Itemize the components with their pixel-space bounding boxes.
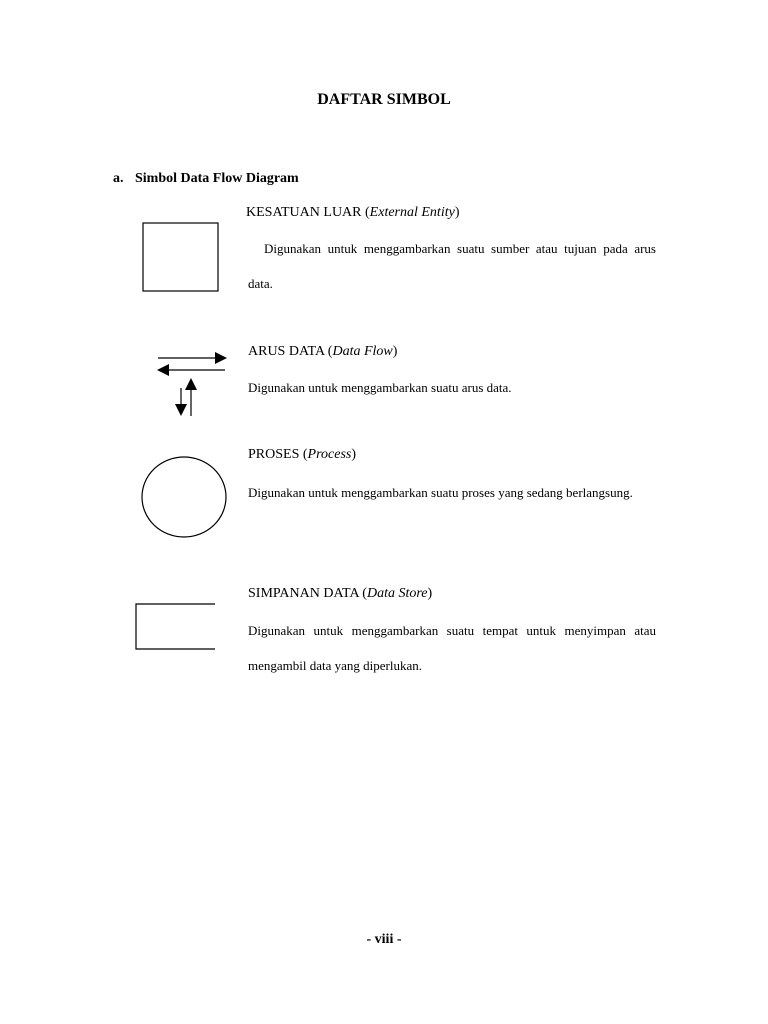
page-title: DAFTAR SIMBOL — [317, 91, 451, 108]
page-number: - viii - — [366, 932, 402, 947]
circle-icon — [141, 456, 229, 540]
section-marker: a. — [113, 171, 124, 186]
entity-description: Digunakan untuk menggambarkan suatu sumber atau tujuan pada arus data. — [248, 241, 656, 291]
dataflow-title: ARUS DATA (Data Flow) — [248, 344, 398, 359]
process-english: Process — [307, 447, 352, 462]
datastore-english: Data Store — [366, 586, 428, 601]
datastore-title: SIMPANAN DATA (Data Store) — [248, 586, 433, 601]
entity-english: External Entity — [369, 205, 455, 220]
entity-title: KESATUAN LUAR (External Entity) — [246, 205, 460, 220]
dataflow-name: ARUS DATA — [248, 344, 325, 359]
dataflow-description: Digunakan untuk menggambarkan suatu arus data. — [248, 380, 512, 395]
section-heading — [113, 171, 299, 187]
dataflow-english: Data Flow — [332, 344, 393, 359]
open-rectangle-icon — [135, 603, 217, 651]
process-name: PROSES — [248, 447, 300, 462]
datastore-name: SIMPANAN DATA — [248, 586, 359, 601]
entity-name: KESATUAN LUAR — [246, 205, 362, 220]
process-title: PROSES (Process) — [248, 447, 357, 462]
rectangle-icon — [142, 222, 220, 293]
datastore-description: Digunakan untuk menggambarkan suatu tempat untuk menyimpan atau mengambil data yang diperlukan. — [248, 623, 656, 673]
process-description: Digunakan untuk menggambarkan suatu proses yang sedang berlangsung. — [248, 485, 633, 500]
section-heading-text: Simbol Data Flow Diagram — [135, 171, 299, 186]
arrows-icon — [155, 350, 230, 418]
